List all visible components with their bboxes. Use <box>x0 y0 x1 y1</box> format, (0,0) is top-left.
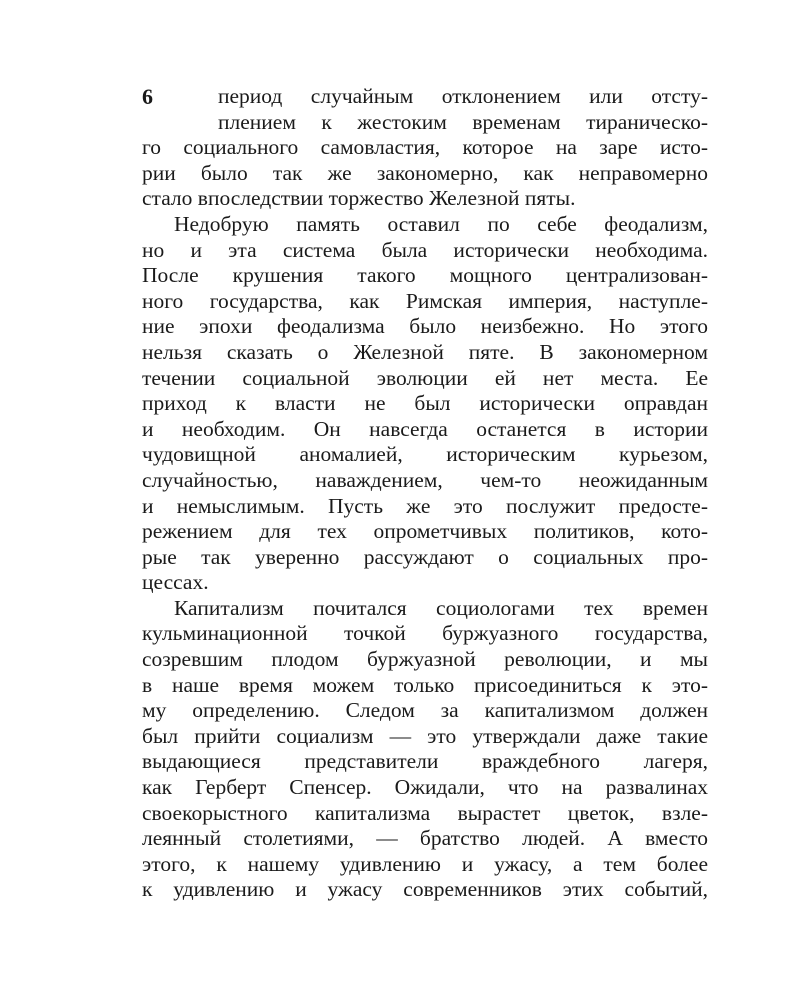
text-line: рии было так же закономерно, как неправомерно <box>142 160 708 185</box>
text-line: случайностью, наваждением, чем-то неожиданным <box>142 467 708 492</box>
text-line: как Герберт Спенсер. Ожидали, что на развалинах <box>142 775 708 800</box>
text-line: в наше время можем только присоединиться к это- <box>142 672 708 697</box>
text-line: рые так уверенно рассуждают о социальных про- <box>142 544 708 569</box>
text-line: леянный столетиями, — братство людей. А вместо <box>142 826 708 851</box>
text-line: к удивлению и ужасу современников этих событий, <box>142 877 708 902</box>
text-line: ние эпохи феодализма было неизбежно. Но этого <box>142 314 708 339</box>
text-line: выдающиеся представители враждебного лагеря, <box>142 749 708 774</box>
text-line: и необходим. Он навсегда останется в истории <box>142 416 708 441</box>
page-number: 6 <box>142 84 153 109</box>
text-line: После крушения такого мощного централизован- <box>142 263 708 288</box>
text-line: был прийти социализм — это утверждали даже такие <box>142 723 708 748</box>
text-line: нельзя сказать о Железной пяте. В закономерном <box>142 339 708 364</box>
text-line: кульминационной точкой буржуазного государства, <box>142 621 708 646</box>
text-line: этого, к нашему удивлению и ужасу, а тем более <box>142 851 708 876</box>
text-line: режением для тех опрометчивых политиков, кото- <box>142 519 708 544</box>
text-line: Недобрую память оставил по себе феодализм, <box>174 211 708 236</box>
text-line: течении социальной эволюции ей нет места. Ее <box>142 365 708 390</box>
text-line: приход к власти не был исторически оправдан <box>142 391 708 416</box>
text-line: но и эта система была исторически необходима. <box>142 237 708 262</box>
text-line: стало впоследствии торжество Железной пяты. <box>142 186 576 211</box>
text-line: Капитализм почитался социологами тех времен <box>174 595 708 620</box>
text-line: чудовищной аномалией, историческим курьезом, <box>142 442 708 467</box>
text-line: период случайным отклонением или отсту- <box>218 84 708 108</box>
text-line: цессах. <box>142 570 209 595</box>
text-line: плением к жестоким временам тираническо- <box>218 109 708 134</box>
text-line: созревшим плодом буржуазной революции, и мы <box>142 647 708 672</box>
text-line: му определению. Следом за капитализмом должен <box>142 698 708 723</box>
text-line: го социального самовластия, которое на заре исто- <box>142 135 708 160</box>
text-line: и немыслимым. Пусть же это послужит предосте- <box>142 493 708 518</box>
text-line: своекорыстного капитализма вырастет цветок, взле- <box>142 800 708 825</box>
text-line: ного государства, как Римская империя, наступле- <box>142 288 708 313</box>
body-text <box>142 84 708 903</box>
